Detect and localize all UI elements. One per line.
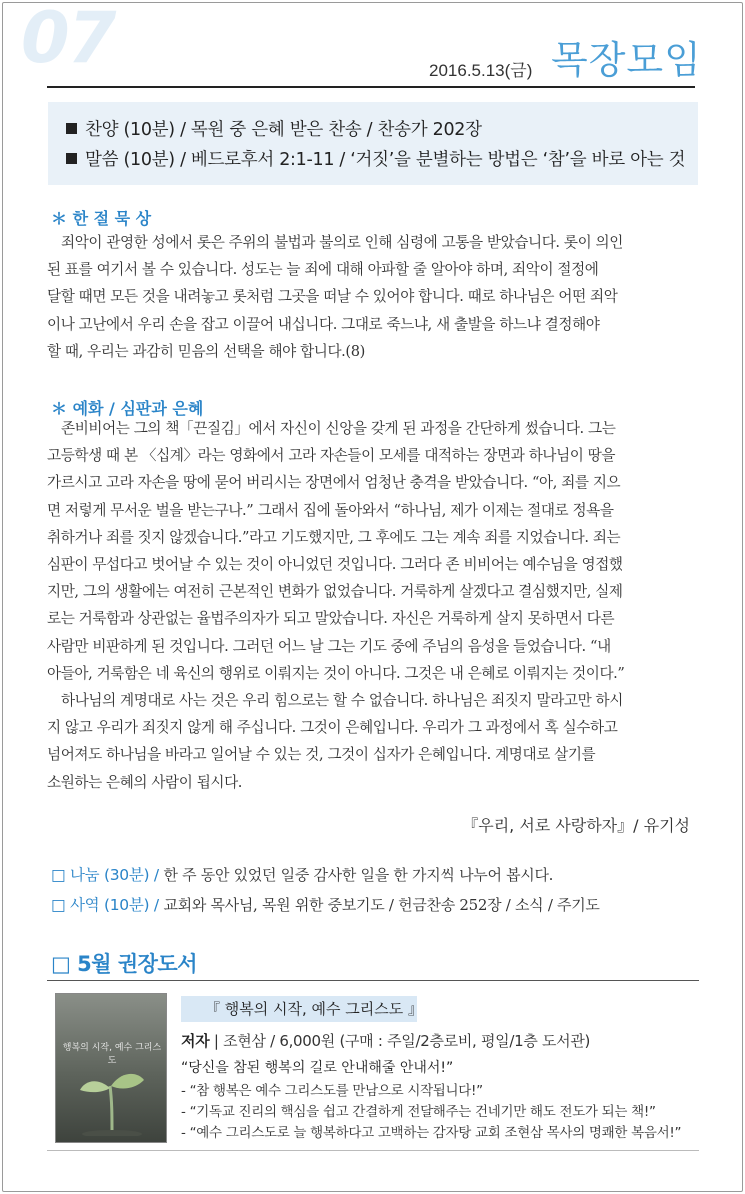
illustration-line: 취하거나 죄를 짓지 않겠습니다.”라고 기도했지만, 그 후에도 그는 계속 죄를 지었습니다. 죄는: [47, 528, 621, 546]
book-section-divider: [47, 980, 699, 981]
book-title: 『 행복의 시작, 예수 그리스도 』: [181, 996, 417, 1022]
illustration-line: 존비비어는 그의 책「끈질김」에서 자신이 신앙을 갖게 된 과정을 간단하게 썼습니다. 그는: [61, 420, 616, 437]
illustration-line: 소원하는 은혜의 사람이 됩시다.: [47, 773, 243, 791]
meditation-body: [47, 229, 695, 365]
book-tagline: “당신을 참된 행복의 길로 안내해줄 안내서!”: [181, 1060, 454, 1076]
title-divider: [47, 86, 695, 88]
author-details: | 조현삼 / 6,000원 (구매 : 주일/2층로비, 평일/1층 도서관): [209, 1032, 591, 1050]
author-label: 저자: [181, 1032, 210, 1050]
book-bullet: - “예수 그리스도로 늘 행복하다고 고백하는 감자탕 교회 조현삼 목사의 명쾌한 복음서!”: [181, 1125, 682, 1141]
illustration-line: 지 않고 우리가 죄짓지 않게 해 주십니다. 그것이 은혜입니다. 우리가 그 과정에서 혹 실수하고: [47, 719, 618, 737]
sharing-label: □ 나눔 (30분) /: [51, 866, 159, 884]
illustration-line: 아들아, 거룩함은 네 육신의 행위로 이뤄지는 것이 아니다. 그것은 내 은혜로 이뤄지는 것이다.”: [47, 664, 625, 682]
book-bullet: - “참 행복은 예수 그리스도를 만남으로 시작됩니다!”: [181, 1083, 483, 1099]
illustration-line: 하나님의 계명대로 사는 것은 우리 힘으로는 할 수 없습니다. 하나님은 죄짓지 말라고만 하시: [61, 692, 623, 710]
page-number: 07: [21, 2, 115, 79]
bulletin-page: [2, 2, 743, 1192]
illustration-line: 고등학생 때 본 〈십계〉라는 영화에서 고라 자손들이 모세를 대적하는 장면과 하나님이 땅을: [47, 447, 616, 465]
illustration-line: 사람만 비판하게 된 것입니다. 그러던 어느 날 그는 기도 중에 주님의 음성을 들었습니다. “내: [47, 637, 611, 655]
ministry-label: □ 사역 (10분) /: [51, 896, 159, 914]
illustration-line: 가르시고 고라 자손을 땅에 묻어 버리시는 장면에서 엄청난 충격을 받았습니다. “아, 죄를 지으: [47, 474, 621, 492]
sprout-icon: [76, 1056, 148, 1136]
ministry-line: [51, 893, 600, 915]
sharing-line: [51, 863, 553, 885]
page-title: 목장모임: [551, 38, 702, 82]
book-cover-image: [55, 993, 167, 1143]
ministry-text: 교회와 목사님, 목원 위한 중보기도 / 헌금찬송 252장 / 소식 / 주기도: [163, 896, 600, 914]
illustration-line: 넘어져도 하나님을 바라고 일어날 수 있는 것, 그것이 십자가 은혜입니다. 계명대로 살기를: [47, 746, 596, 764]
book-bullet: - “기독교 진리의 핵심을 쉽고 간결하게 전달해주는 건네기만 해도 전도가 되는 책!”: [181, 1104, 656, 1120]
meditation-line: 이나 고난에서 우리 손을 잡고 이끌어 내십니다. 그대로 죽느냐, 새 출발을 하느냐 결정해야: [47, 315, 600, 333]
agenda-praise: [66, 115, 698, 145]
meditation-line: 할 때, 우리는 과감히 믿음의 선택을 해야 합니다.(8): [47, 342, 365, 360]
agenda-word: [66, 145, 698, 175]
meditation-line: 된 표를 여기서 볼 수 있습니다. 성도는 늘 죄에 대해 아파할 줄 알아야 하며, 죄악이 절정에: [47, 261, 599, 279]
illustration-line: 면 저렇게 무서운 벌을 받는구나.” 그래서 집에 돌아와서 “하나님, 제가 이제는 절대로 정욕을: [47, 501, 614, 519]
square-bullet-icon: [66, 153, 77, 164]
book-cover-title: 행복의 시작, 예수 그리스도: [62, 1043, 162, 1066]
agenda-box: [48, 102, 698, 185]
illustration-line: 지만, 그의 생활에는 여전히 근본적인 변화가 없었습니다. 거룩하게 살겠다고 결심했지만, 실제: [47, 583, 623, 601]
meditation-line: 달할 때면 모든 것을 내려놓고 롯처럼 그곳을 떠날 수 있어야 합니다. 때로 하나님은 어떤 죄악: [47, 288, 618, 306]
illustration-line: 심판이 무섭다고 벗어날 수 있는 것이 아니었던 것입니다. 그러다 존 비비어는 예수님을 영접했: [47, 556, 623, 574]
recommended-book-heading: □ 5월 권장도서: [51, 952, 198, 976]
meeting-date: 2016.5.13(금): [429, 61, 533, 80]
illustration-line: 로는 거룩함과 상관없는 율법주의자가 되고 말았습니다. 자신은 거룩하게 살지 못하면서 다른: [47, 610, 615, 628]
bottom-divider: [47, 1150, 699, 1151]
illustration-heading: ＊ 예화 / 심판과 은혜: [51, 399, 204, 418]
illustration-source: 『우리, 서로 사랑하자』/ 유기성: [462, 816, 690, 835]
illustration-body: [47, 415, 695, 796]
agenda-word-text: 말씀 (10분) / 베드로후서 2:1-11 / ‘거짓’을 분별하는 방법은 ‘참’을 바로 아는 것: [85, 150, 686, 170]
agenda-praise-text: 찬양 (10분) / 목원 중 은혜 받은 찬송 / 찬송가 202장: [85, 120, 482, 140]
book-author-line: [181, 1030, 590, 1051]
meditation-heading: ＊ 한 절 묵 상: [51, 209, 152, 228]
square-bullet-icon: [66, 123, 77, 134]
meditation-line: 죄악이 관영한 성에서 롯은 주위의 불법과 불의로 인해 심령에 고통을 받았습니다. 롯이 의인: [61, 234, 623, 251]
sharing-text: 한 주 동안 있었던 일중 감사한 일을 한 가지씩 나누어 봅시다.: [163, 866, 554, 884]
